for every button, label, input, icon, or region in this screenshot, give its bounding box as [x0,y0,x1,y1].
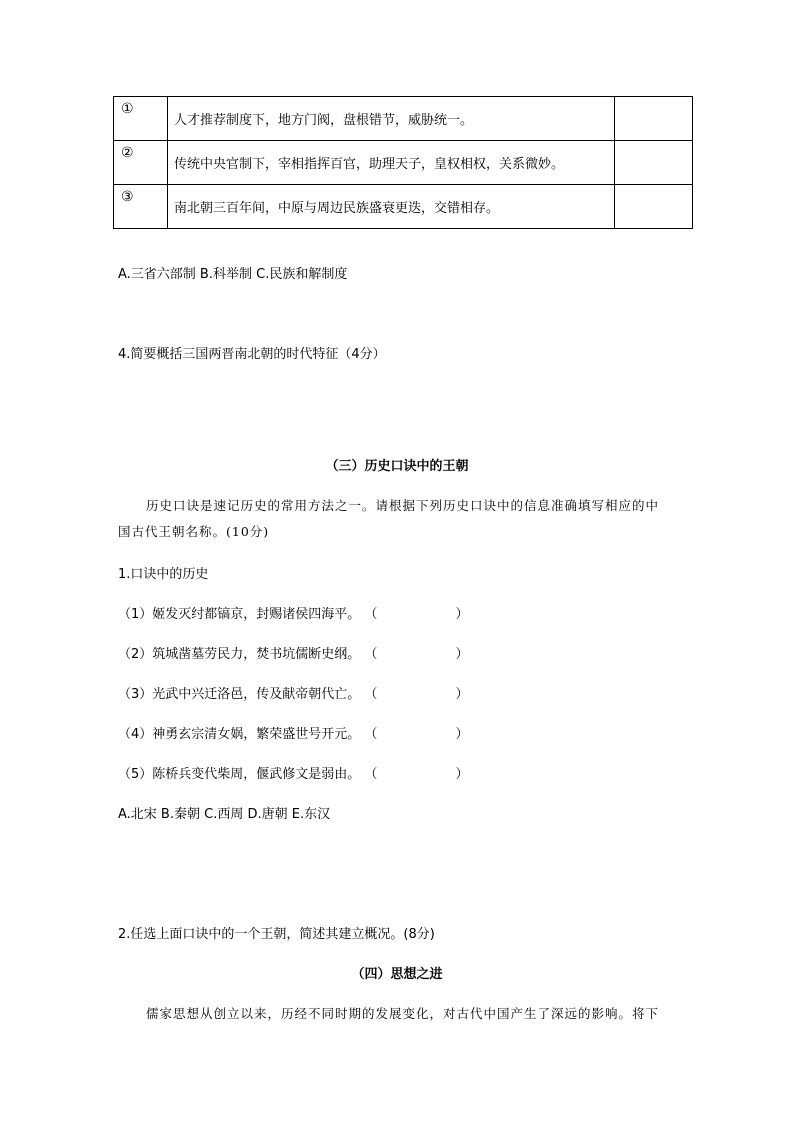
answer-cell[interactable] [615,97,693,141]
mnemonic-text: （2）筑城凿墓劳民力，焚书坑儒断史纲。 [118,647,361,662]
answer-blank[interactable]: （ ） [364,687,469,702]
section-3-intro-line-2: 国古代王朝名称。(10分) [118,524,270,539]
answer-blank[interactable]: （ ） [364,767,469,782]
mnemonic-text: （4）神勇玄宗清女娲，繁荣盛世号开元。 [118,727,361,742]
mnemonic-text: （1）姬发灭纣都镐京，封赐诸侯四海平。 [118,607,361,622]
mnemonic-item [118,723,468,742]
row-text: 南北朝三百年间，中原与周边民族盛衰更迭，交错相存。 [168,185,615,229]
question-1-title: 1.口诀中的历史 [118,567,209,582]
section-3-title: （三）历史口诀中的王朝 [325,459,469,474]
answer-blank[interactable]: （ ） [364,647,469,662]
row-number: ③ [114,185,168,229]
section-4-title: （四）思想之进 [351,967,443,982]
question-4: 4.简要概括三国两晋南北朝的时代特征（4分） [118,347,386,362]
mnemonic-text: （5）陈桥兵变代柴周，偃武修文是弱由。 [118,767,361,782]
table-row [114,141,693,185]
table-row [114,185,693,229]
row-number: ① [114,97,168,141]
mnemonic-item [118,763,468,782]
answer-cell[interactable] [615,141,693,185]
table-row [114,97,693,141]
row-number: ② [114,141,168,185]
mnemonic-item [118,603,468,622]
mnemonic-text: （3）光武中兴迁洛邑，传及献帝朝代亡。 [118,687,361,702]
row-text: 传统中央官制下，宰相指挥百官，助理天子，皇权相权，关系微妙。 [168,141,615,185]
row-text: 人才推荐制度下，地方门阀，盘根错节，威胁统一。 [168,97,615,141]
options-line-b: A.北宋 B.秦朝 C.西周 D.唐朝 E.东汉 [118,807,331,822]
matching-table [113,96,693,229]
section-4-intro-line-1: 儒家思想从创立以来，历经不同时期的发展变化，对古代中国产生了深远的影响。将下 [146,1006,660,1021]
mnemonic-item [118,643,468,662]
options-line-a: A.三省六部制 B.科举制 C.民族和解制度 [118,267,348,282]
question-2: 2.任选上面口诀中的一个王朝，简述其建立概况。(8分) [118,927,435,942]
section-3-intro-line-1: 历史口诀是速记历史的常用方法之一。请根据下列历史口诀中的信息准确填写相应的中 [146,498,660,513]
answer-blank[interactable]: （ ） [364,607,469,622]
answer-blank[interactable]: （ ） [364,727,469,742]
mnemonic-item [118,683,468,702]
answer-cell[interactable] [615,185,693,229]
